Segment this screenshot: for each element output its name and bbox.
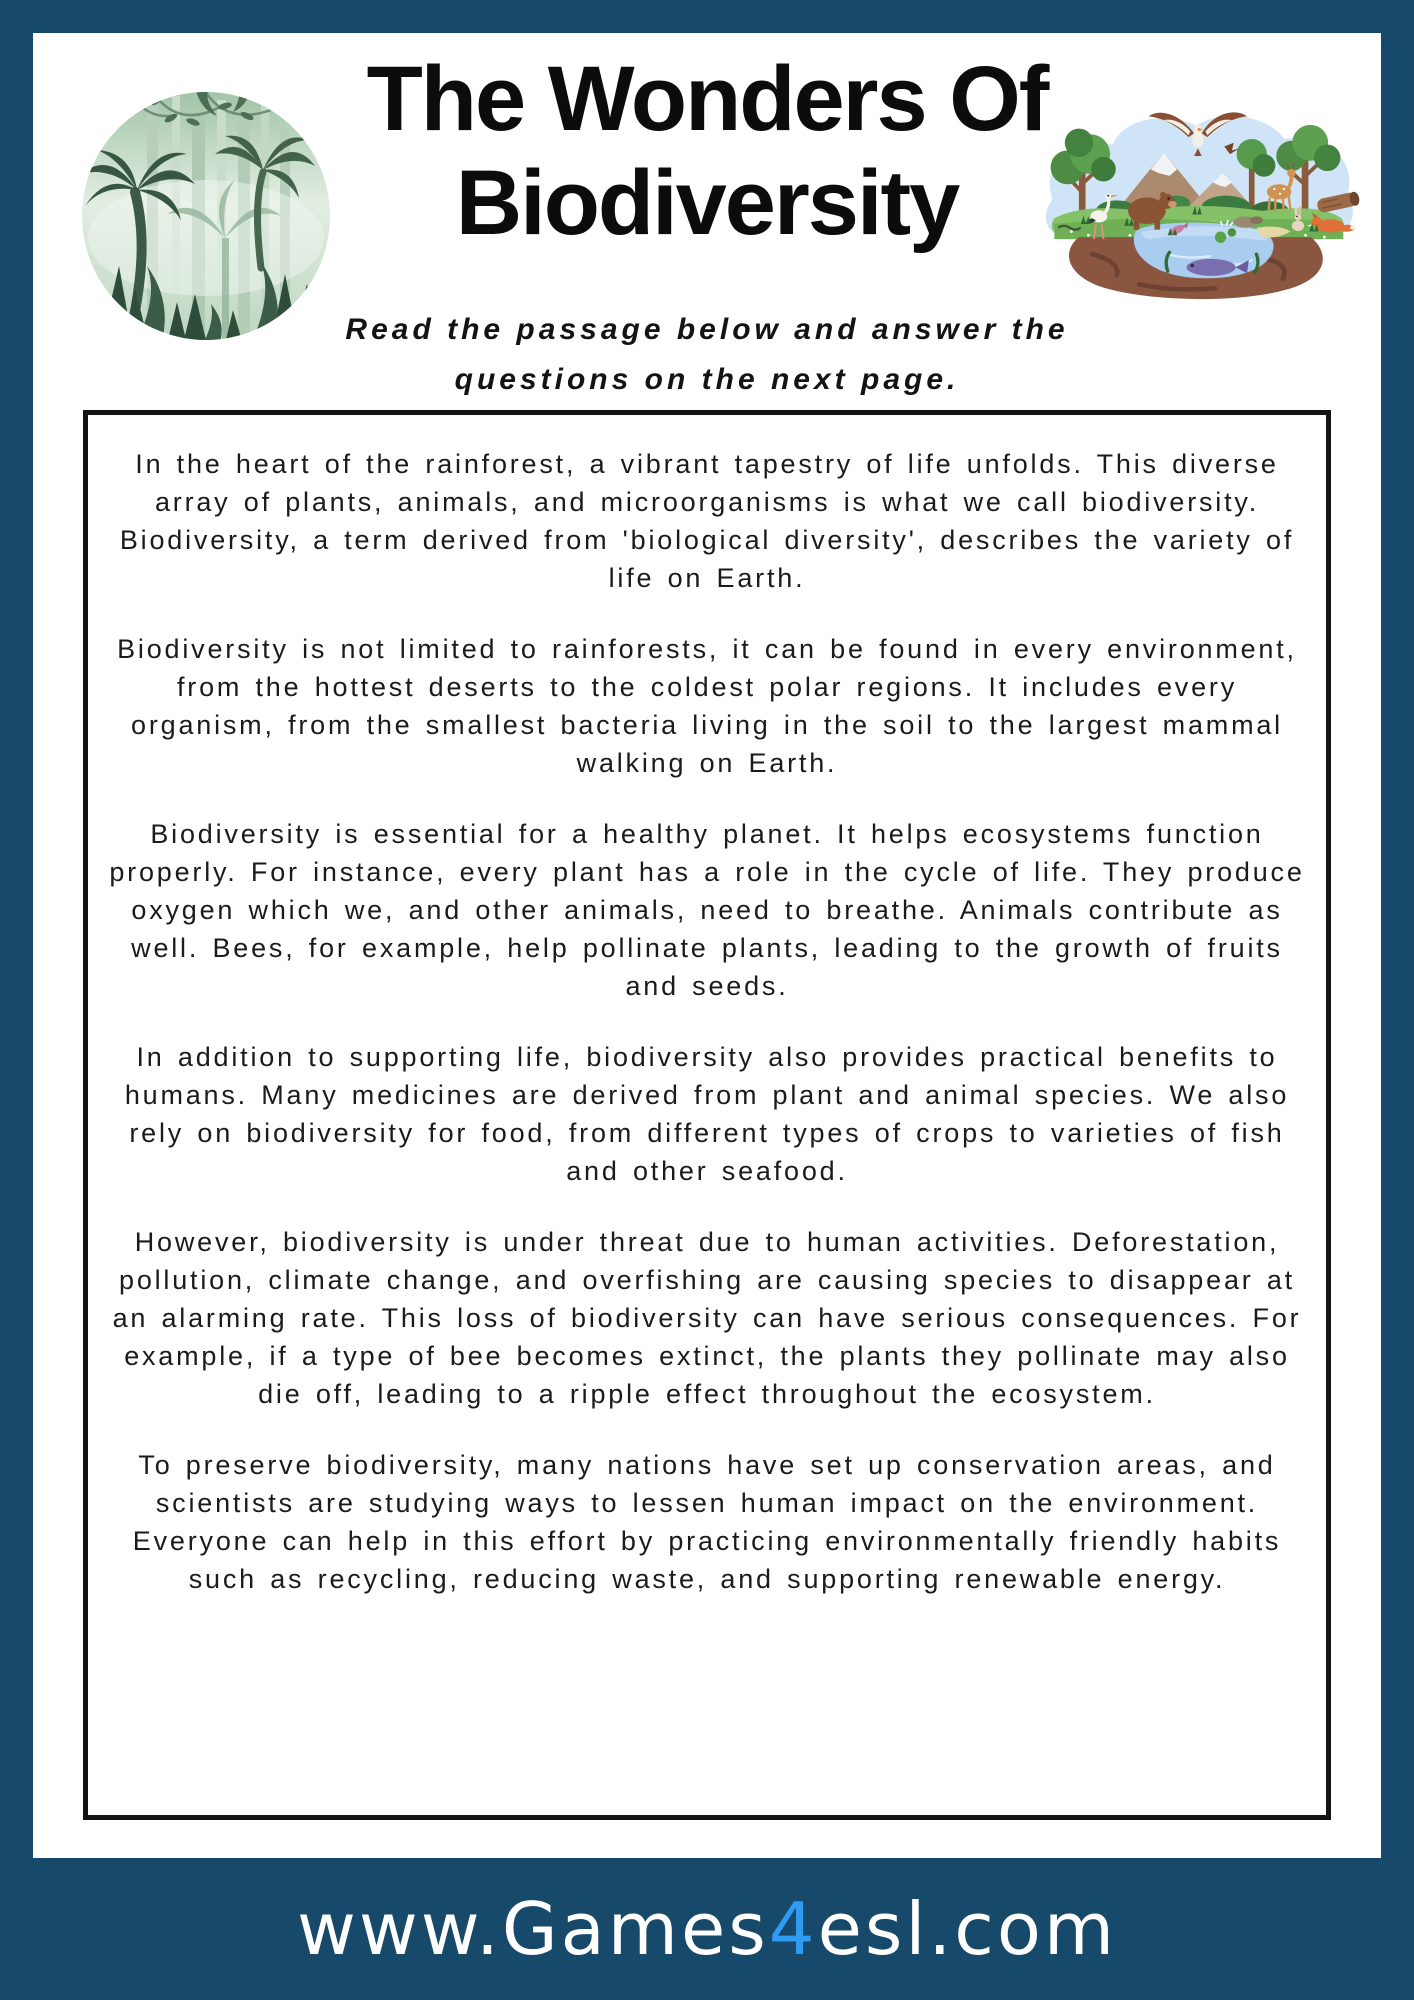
footer-bar <box>0 1858 1414 2000</box>
page-title <box>33 47 1381 255</box>
website-url <box>296 1887 1118 1971</box>
instructions-text <box>33 305 1381 405</box>
passage-paragraph: Biodiversity is essential for a healthy planet. It helps ecosystems function properly. For instance, every plant has a role in the cycle of life. They produce oxygen which we, and other animals, need to breathe. Animals contribute as well. Bees, for example, help pollinate plants, leading to the growth of fruits and seeds. <box>109 819 1305 1001</box>
url-number: 4 <box>768 1887 818 1971</box>
passage-paragraph: However, biodiversity is under threat due to human activities. Deforestation, pollution, climate change, and overfishing are causing species to disappear at an alarming rate. This loss of biodiversity can have serious consequences. For example, if a type of bee becomes extinct, the plants they pollinate may also die off, leading to a ripple effect throughout the ecosystem. <box>112 1227 1302 1409</box>
instructions-line2: questions on the next page. <box>454 363 960 396</box>
page-title-line2: Biodiversity <box>455 152 959 254</box>
url-prefix: www.Games <box>296 1887 769 1971</box>
reading-passage-box <box>83 410 1331 1820</box>
passage-paragraph: To preserve biodiversity, many nations have set up conservation areas, and scientists are studying ways to lessen human impact on the environment. Everyone can help in this effort by practicing environmentally friendly habits such as recycling, reducing waste, and supporting renewable energy. <box>132 1450 1282 1594</box>
page-title-line1: The Wonders Of <box>366 48 1048 150</box>
worksheet-paper <box>33 33 1381 1858</box>
url-suffix: esl.com <box>817 1887 1118 1971</box>
passage-paragraph: In the heart of the rainforest, a vibrant tapestry of life unfolds. This diverse array of plants, animals, and microorganisms is what we call biodiversity. Biodiversity, a term derived from 'biological diversity', describes the variety of life on Earth. <box>119 449 1295 593</box>
passage-paragraph: In addition to supporting life, biodiversity also provides practical benefits to humans. Many medicines are derived from plant and animal species. We also rely on biodiversity for food, from different types of crops to varieties of fish and other seafood. <box>124 1042 1290 1186</box>
instructions-line1: Read the passage below and answer the <box>345 313 1069 346</box>
passage-paragraph: Biodiversity is not limited to rainforests, it can be found in every environment, from the hottest deserts to the coldest polar regions. It includes every organism, from the smallest bacteria living in the soil to the largest mammal walking on Earth. <box>117 634 1297 778</box>
